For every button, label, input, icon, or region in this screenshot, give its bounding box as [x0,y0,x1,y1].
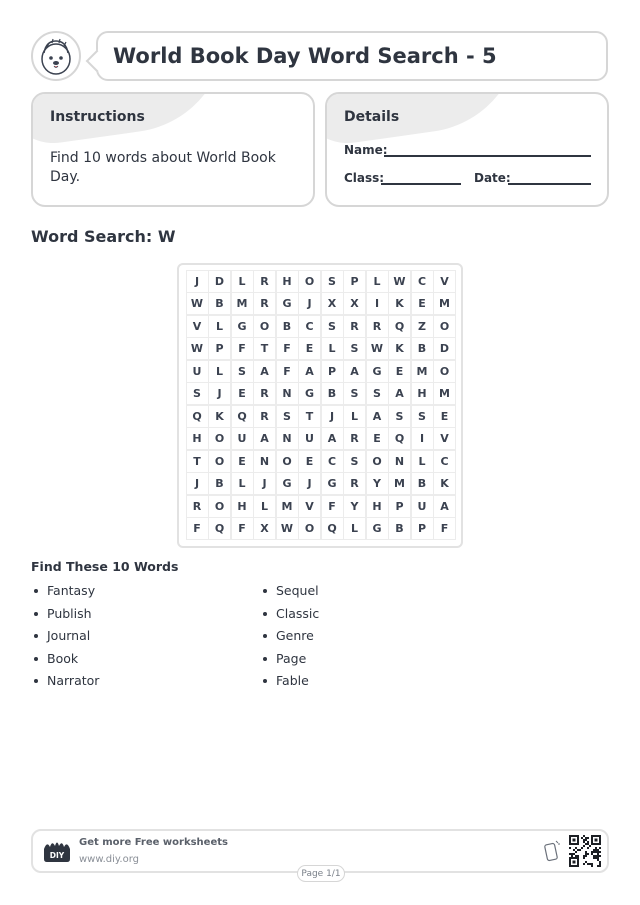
grid-cell[interactable]: A [343,360,366,383]
grid-cell[interactable]: M [411,360,434,383]
phone-icon [544,840,560,862]
word-list-heading: Find These 10 Words [31,559,179,574]
grid-cell[interactable]: U [186,360,209,383]
grid-cell[interactable]: R [253,405,276,428]
grid-cell[interactable]: L [343,517,366,540]
grid-cell[interactable]: L [253,495,276,518]
grid-cell[interactable]: H [231,495,254,518]
grid-cell[interactable]: D [433,337,456,360]
grid-cell[interactable]: A [433,495,456,518]
grid-cell[interactable]: W [186,292,209,315]
grid-cell[interactable]: L [208,315,231,338]
grid-cell[interactable]: M [388,472,411,495]
word-list-item: Page [260,651,319,674]
grid-cell[interactable]: T [186,450,209,473]
grid-cell[interactable]: J [186,270,209,293]
word-list-item: Book [31,651,99,674]
grid-cell[interactable]: C [298,315,321,338]
word-list-column-1 [31,583,99,696]
grid-cell[interactable]: E [298,337,321,360]
grid-cell[interactable]: Q [321,517,344,540]
class-label: Class: [344,171,385,185]
grid-cell[interactable]: F [276,360,299,383]
grid-cell[interactable]: S [321,270,344,293]
grid-cell[interactable]: M [433,382,456,405]
grid-cell[interactable]: R [253,270,276,293]
grid-cell[interactable]: N [276,382,299,405]
grid-cell[interactable]: S [321,315,344,338]
grid-cell[interactable]: B [321,382,344,405]
grid-cell[interactable]: S [186,382,209,405]
grid-cell[interactable]: V [298,495,321,518]
instructions-card [31,92,315,207]
grid-cell[interactable]: S [343,382,366,405]
grid-cell[interactable]: A [253,427,276,450]
grid-cell[interactable]: B [411,472,434,495]
grid-cell[interactable]: G [321,472,344,495]
title-banner [96,31,608,81]
grid-cell[interactable]: H [186,427,209,450]
grid-cell[interactable]: C [433,450,456,473]
grid-cell[interactable]: S [388,405,411,428]
grid-cell[interactable]: G [366,360,389,383]
grid-cell[interactable]: J [321,405,344,428]
grid-cell[interactable]: O [433,315,456,338]
grid-cell[interactable]: U [231,427,254,450]
grid-cell[interactable]: S [343,337,366,360]
grid-cell[interactable]: G [276,292,299,315]
grid-cell[interactable]: R [343,472,366,495]
grid-cell[interactable]: B [276,315,299,338]
grid-cell[interactable]: R [366,315,389,338]
grid-cell[interactable]: W [276,517,299,540]
grid-cell[interactable]: G [231,315,254,338]
grid-cell[interactable]: L [321,337,344,360]
grid-cell[interactable]: Q [186,405,209,428]
grid-cell[interactable]: R [343,315,366,338]
grid-cell[interactable]: Q [231,405,254,428]
word-list-column-2 [260,583,319,696]
grid-cell[interactable]: L [231,270,254,293]
grid-cell[interactable]: B [411,337,434,360]
grid-cell[interactable]: N [253,450,276,473]
diy-logo-icon[interactable] [43,839,71,863]
grid-cell[interactable]: E [388,360,411,383]
grid-cell[interactable]: P [411,517,434,540]
logo-text: DIY [49,851,65,860]
grid-cell[interactable]: O [298,270,321,293]
grid-cell[interactable]: M [231,292,254,315]
grid-cell[interactable]: R [253,382,276,405]
date-field[interactable] [508,183,591,185]
mascot-avatar [31,31,81,81]
grid-cell[interactable]: S [343,450,366,473]
grid-cell[interactable]: X [343,292,366,315]
details-card [325,92,609,207]
grid-cell[interactable]: Q [208,517,231,540]
grid-cell[interactable]: J [208,382,231,405]
grid-cell[interactable]: Y [366,472,389,495]
grid-cell[interactable]: T [253,337,276,360]
grid-cell[interactable]: N [388,450,411,473]
grid-cell[interactable]: J [298,472,321,495]
name-field[interactable] [384,155,591,157]
grid-cell[interactable]: P [343,270,366,293]
grid-cell[interactable]: F [231,517,254,540]
footer-url-link[interactable]: www.diy.org [79,854,139,865]
word-list-item: Journal [31,628,99,651]
grid-cell[interactable]: L [343,405,366,428]
grid-cell[interactable]: Y [343,495,366,518]
grid-cell[interactable]: V [186,315,209,338]
grid-cell[interactable]: S [276,405,299,428]
grid-cell[interactable]: A [366,405,389,428]
grid-cell[interactable]: E [433,405,456,428]
grid-cell[interactable]: S [411,405,434,428]
grid-cell[interactable]: Q [388,315,411,338]
grid-cell[interactable]: T [298,405,321,428]
grid-cell[interactable]: Q [388,427,411,450]
grid-cell[interactable]: L [208,360,231,383]
grid-cell[interactable]: N [276,427,299,450]
grid-cell[interactable]: W [366,337,389,360]
date-label: Date: [474,171,511,185]
grid-cell[interactable]: K [388,337,411,360]
grid-cell[interactable]: O [208,450,231,473]
word-list-item: Classic [260,606,319,629]
name-label: Name: [344,143,388,157]
grid-cell[interactable]: D [208,270,231,293]
qr-code-icon[interactable] [569,835,601,867]
grid-cell[interactable]: A [321,427,344,450]
grid-cell[interactable]: R [186,495,209,518]
grid-cell[interactable]: A [298,360,321,383]
grid-cell[interactable]: H [366,495,389,518]
grid-cell[interactable]: O [253,315,276,338]
grid-cell[interactable]: J [298,292,321,315]
grid-cell[interactable]: V [433,270,456,293]
grid-cell[interactable]: R [343,427,366,450]
grid-cell[interactable]: B [208,472,231,495]
grid-cell[interactable]: Z [411,315,434,338]
mascot-icon [33,33,79,79]
footer-promo-text: Get more Free worksheets [79,837,228,848]
grid-cell[interactable]: A [388,382,411,405]
grid-cell[interactable]: E [411,292,434,315]
class-field[interactable] [381,183,461,185]
grid-cell[interactable]: K [433,472,456,495]
grid-cell[interactable]: U [411,495,434,518]
grid-cell[interactable]: B [208,292,231,315]
grid-cell[interactable]: O [433,360,456,383]
grid-cell[interactable]: C [321,450,344,473]
grid-cell[interactable]: S [231,360,254,383]
grid-cell[interactable]: M [433,292,456,315]
word-search-grid-frame [177,263,463,548]
word-list-item: Fable [260,673,319,696]
grid-cell[interactable]: X [253,517,276,540]
word-list-item: Sequel [260,583,319,606]
grid-cell[interactable]: E [231,450,254,473]
grid-cell[interactable]: F [433,517,456,540]
grid-cell[interactable]: W [388,270,411,293]
grid-cell[interactable]: J [186,472,209,495]
grid-cell[interactable]: G [366,517,389,540]
grid-cell[interactable]: H [276,270,299,293]
word-list-item: Fantasy [31,583,99,606]
grid-cell[interactable]: W [186,337,209,360]
grid-cell[interactable]: F [186,517,209,540]
grid-cell[interactable]: B [388,517,411,540]
word-search-heading: Word Search: W [31,227,176,246]
grid-cell[interactable]: F [276,337,299,360]
instructions-heading: Instructions [50,109,145,125]
grid-cell[interactable]: E [298,450,321,473]
grid-cell[interactable]: F [321,495,344,518]
grid-cell[interactable]: R [253,292,276,315]
grid-cell[interactable]: O [208,427,231,450]
grid-cell[interactable]: L [411,450,434,473]
grid-cell[interactable]: O [366,450,389,473]
grid-cell[interactable]: E [231,382,254,405]
word-search-grid [186,270,456,540]
grid-cell[interactable]: P [321,360,344,383]
grid-cell[interactable]: G [298,382,321,405]
grid-cell[interactable]: O [208,495,231,518]
grid-cell[interactable]: S [366,382,389,405]
grid-cell[interactable]: L [231,472,254,495]
grid-cell[interactable]: I [366,292,389,315]
grid-cell[interactable]: J [253,472,276,495]
grid-cell[interactable]: K [208,405,231,428]
grid-cell[interactable]: A [253,360,276,383]
grid-cell[interactable]: F [231,337,254,360]
page-title: World Book Day Word Search - 5 [113,44,497,68]
grid-cell[interactable]: O [276,450,299,473]
grid-cell[interactable]: H [411,382,434,405]
details-heading: Details [344,109,400,125]
grid-cell[interactable]: C [411,270,434,293]
page-number-badge: Page 1/1 [297,865,345,882]
grid-cell[interactable]: V [433,427,456,450]
grid-cell[interactable]: O [298,517,321,540]
word-list-item: Genre [260,628,319,651]
grid-cell[interactable]: M [276,495,299,518]
grid-cell[interactable]: G [276,472,299,495]
grid-cell[interactable]: P [208,337,231,360]
instructions-text: Find 10 words about World Book Day. [50,150,276,185]
word-list-item: Publish [31,606,99,629]
word-list-item: Narrator [31,673,99,696]
grid-cell[interactable]: E [366,427,389,450]
grid-cell[interactable]: U [298,427,321,450]
grid-cell[interactable]: K [388,292,411,315]
grid-cell[interactable]: P [388,495,411,518]
grid-cell[interactable]: X [321,292,344,315]
grid-cell[interactable]: I [411,427,434,450]
grid-cell[interactable]: L [366,270,389,293]
